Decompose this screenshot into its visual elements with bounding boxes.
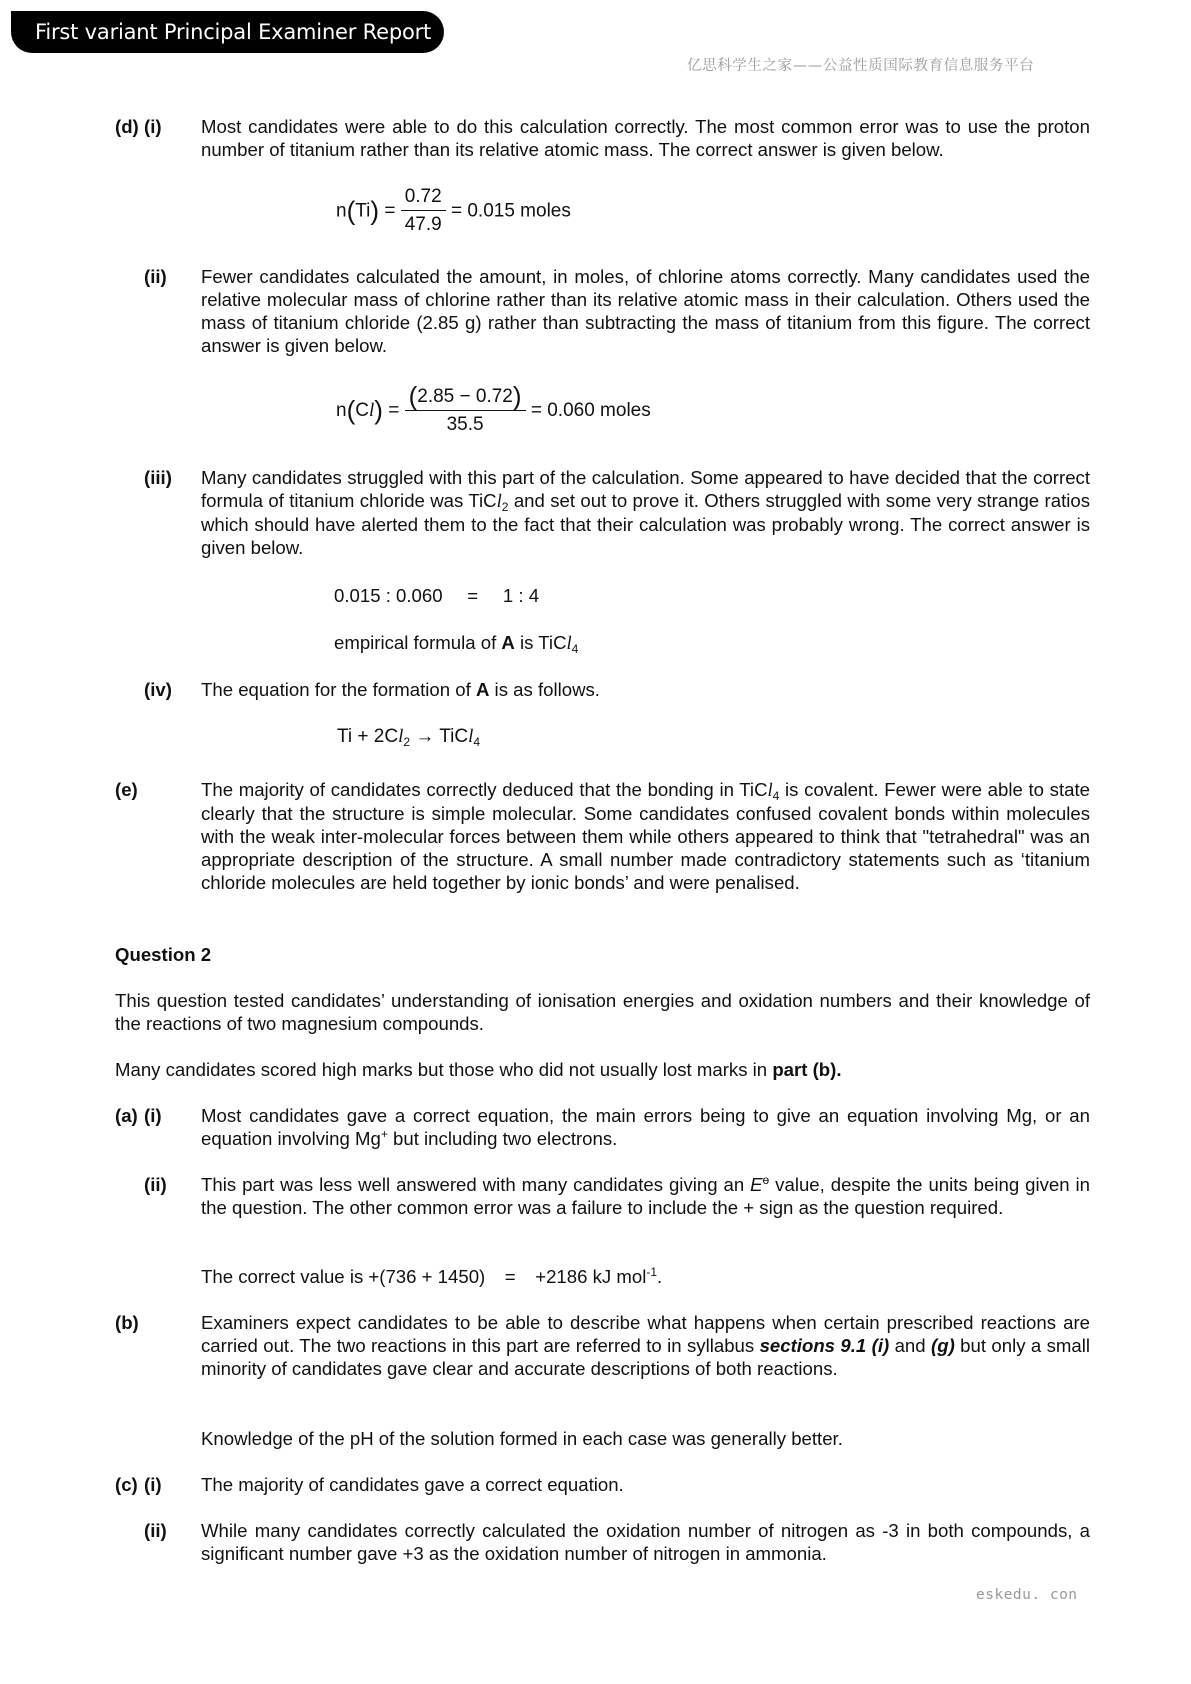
q2-a-ii-value-2: +2186 kJ mol bbox=[535, 1266, 647, 1287]
q2-a-i-sup: + bbox=[380, 1127, 388, 1141]
q2-part-c-i-label: (i) bbox=[144, 1474, 162, 1495]
part-d-ii-text: Fewer candidates calculated the amount, in moles, of chlorine atoms correctly. Many candidates used the relative molecular mass of chlorine rather than its relative atomic mass in their calculation. Others used the mass of titanium chloride (2.85 g) rather than subtracting the mass of titanium from this figure. The correct answer is given below. bbox=[201, 266, 1090, 356]
q2-part-b-text bbox=[201, 1311, 1090, 1380]
q2-part-a-ii-label: (ii) bbox=[144, 1174, 167, 1195]
eq3-arrow: → TiC bbox=[410, 726, 469, 747]
ticl2-l: l bbox=[496, 491, 502, 512]
ratio-right: 1 : 4 bbox=[502, 585, 540, 606]
footer-watermark: eskedu. con bbox=[976, 1587, 1078, 1603]
eq2-fraction bbox=[405, 383, 526, 439]
eq2-numerator: (2.85 − 0.72) bbox=[405, 383, 526, 411]
emp-formula-bold: A bbox=[501, 632, 515, 653]
emp-formula-is: is TiC bbox=[514, 632, 567, 653]
part-d-iii-text bbox=[201, 466, 1090, 559]
eq1-fraction bbox=[401, 184, 446, 239]
equation-n-ti: n(Ti) = $\frac{0.72}{47.9}$ = 0.015 moles bbox=[336, 184, 571, 239]
q2-part-a-ii-text bbox=[201, 1173, 1090, 1219]
q2-b-text-3: but only a small minority of candidates gave clear and accurate descriptions of both reactions. bbox=[201, 1335, 1091, 1379]
q2-b-text-2: and bbox=[889, 1335, 932, 1356]
ratio-left: 0.015 : 0.060 bbox=[334, 585, 443, 606]
q2-b-text-1: Examiners expect candidates to be able to describe what happens when certain prescribed reactions are carried out. The two reactions in this part are referred to in syllabus bbox=[201, 1312, 1090, 1356]
part-d-iii-text-1: Many candidates struggled with this part of the calculation. Some appeared to have decided that the correct formula of titanium chloride was TiC bbox=[201, 467, 1090, 511]
eq1-species: Ti bbox=[355, 200, 371, 222]
part-d-iv-text-1: The equation for the formation of bbox=[201, 679, 476, 700]
q2-a-ii-value-1: The correct value is +(736 + 1450) bbox=[201, 1266, 486, 1287]
question-2-heading: Question 2 bbox=[115, 944, 212, 965]
q2-part-a-i-label: (i) bbox=[144, 1105, 162, 1126]
q2-b-bold-1: sections 9.1 (i) bbox=[759, 1335, 890, 1356]
eq2-result: = 0.060 moles bbox=[530, 400, 651, 422]
eq1-result: = 0.015 moles bbox=[450, 200, 571, 222]
part-d-iii-text-2: and set out to prove it. Others struggled with some very strange ratios which should have alerted them to the fact that their calculation was probably wrong. The correct answer is given below. bbox=[201, 490, 1091, 558]
ratio-line bbox=[334, 584, 539, 607]
ratio-equals: = bbox=[467, 585, 479, 606]
q2-a-ii-value-end: . bbox=[657, 1266, 663, 1287]
q2-part-c-i-text: The majority of candidates gave a correct equation. bbox=[201, 1474, 624, 1495]
q2-b-bold-2: (g) bbox=[931, 1335, 955, 1356]
q2-a-i-text-1: Most candidates gave a correct equation, the main errors being to give an equation involving Mg, or an equation involving Mg bbox=[201, 1105, 1090, 1149]
part-d-iv-bold: A bbox=[475, 679, 490, 700]
eq2-numerator-value: 2.85 − 0.72 bbox=[417, 386, 513, 407]
part-e-text bbox=[201, 778, 1090, 894]
subpart-i-label: (i) bbox=[144, 116, 162, 137]
q2-part-a-label: (a) bbox=[115, 1105, 138, 1126]
part-e-l: l bbox=[767, 780, 773, 801]
q2-part-a-i-text bbox=[201, 1104, 1090, 1150]
subpart-iii-label: (iii) bbox=[144, 467, 172, 488]
part-d-label: (d) bbox=[115, 116, 139, 137]
subpart-ii-label: (ii) bbox=[144, 266, 167, 287]
site-watermark: 亿思科学生之家——公益性质国际教育信息服务平台 bbox=[687, 58, 1035, 74]
q2-scores-text: Many candidates scored high marks but those who did not usually lost marks in bbox=[115, 1059, 773, 1080]
q2-a-ii-text-2: value, despite the units being given in the question. The other common error was a failure to include the + sign as the question required. bbox=[201, 1174, 1090, 1218]
eq1-denominator: 47.9 bbox=[404, 214, 442, 235]
ticl2-sub: 2 bbox=[501, 500, 509, 514]
part-d-iv-text bbox=[201, 678, 1090, 701]
question-2-intro: This question tested candidates’ understanding of ionisation energies and oxidation numbers and their knowledge of the reactions of two magnesium compounds. bbox=[115, 990, 1090, 1034]
formation-equation bbox=[337, 725, 480, 748]
q2-a-ii-value-sup: -1 bbox=[646, 1265, 658, 1279]
eq1-lhs: n bbox=[336, 200, 347, 222]
empirical-formula-line bbox=[334, 631, 578, 655]
equation-n-cl: n(Cl) = $\frac{(2.85 - 0.72)}{35.5}$ = 0.060 moles bbox=[336, 383, 651, 439]
q2-a-i-text-2: but including two electrons. bbox=[387, 1128, 618, 1149]
emp-formula-sub: 4 bbox=[571, 642, 579, 656]
question-2-scores bbox=[115, 1058, 1090, 1081]
part-e-sub: 4 bbox=[772, 789, 780, 803]
emp-formula-l: l bbox=[566, 633, 572, 654]
q2-a-ii-E: E bbox=[750, 1174, 763, 1195]
part-e-text-1: The majority of candidates correctly deduced that the bonding in TiC bbox=[201, 779, 768, 800]
eq2-species-l: l bbox=[368, 400, 375, 422]
q2-a-ii-value-line bbox=[201, 1265, 662, 1288]
eq3-sub2: 2 bbox=[403, 735, 411, 749]
eq2-lhs: n bbox=[336, 400, 347, 422]
subpart-iv-label: (iv) bbox=[144, 679, 172, 700]
eq3-left: Ti + 2C bbox=[337, 726, 399, 747]
eq2-species-c: C bbox=[355, 400, 369, 422]
q2-part-b-ph-text: Knowledge of the pH of the solution formed in each case was generally better. bbox=[201, 1428, 843, 1449]
eq3-l: l bbox=[398, 726, 404, 747]
q2-a-ii-value-eq: = bbox=[504, 1266, 516, 1287]
report-title-banner: First variant Principal Examiner Report bbox=[11, 11, 444, 53]
q2-part-c-ii-text: While many candidates correctly calculated the oxidation number of nitrogen as -3 in both compounds, a significant number gave +3 as the oxidation number of nitrogen in ammonia. bbox=[201, 1520, 1090, 1564]
eq3-sub4: 4 bbox=[473, 735, 481, 749]
eq2-denominator: 35.5 bbox=[446, 414, 484, 435]
q2-a-ii-text-1: This part was less well answered with many candidates giving an bbox=[201, 1174, 751, 1195]
eq3-l2: l bbox=[468, 726, 474, 747]
q2-scores-bold: part (b). bbox=[772, 1059, 842, 1080]
emp-formula-text: empirical formula of bbox=[334, 632, 502, 653]
part-d-i-text: Most candidates were able to do this calculation correctly. The most common error was to use the proton number of titanium rather than its relative atomic mass. The correct answer is given below. bbox=[201, 116, 1090, 160]
part-e-label: (e) bbox=[115, 779, 138, 800]
q2-part-b-label: (b) bbox=[115, 1312, 139, 1333]
q2-part-c-ii-label: (ii) bbox=[144, 1520, 167, 1541]
eq1-numerator: 0.72 bbox=[401, 184, 446, 211]
q2-part-c-label: (c) bbox=[115, 1474, 138, 1495]
part-d-iv-text-2: is as follows. bbox=[489, 679, 600, 700]
q2-a-ii-sup: ө bbox=[762, 1173, 770, 1187]
part-e-text-2: is covalent. Fewer were able to state clearly that the structure is simple molecular. Some candidates confused covalent bonds within molecules with the weak inter-molecular forces between them while others appeared to think that "tetrahedral" was an appropriate description of the structure. A small number made contradictory statements such as ‘titanium chloride molecules are held together by ionic bonds’ and were penalised. bbox=[201, 779, 1090, 893]
